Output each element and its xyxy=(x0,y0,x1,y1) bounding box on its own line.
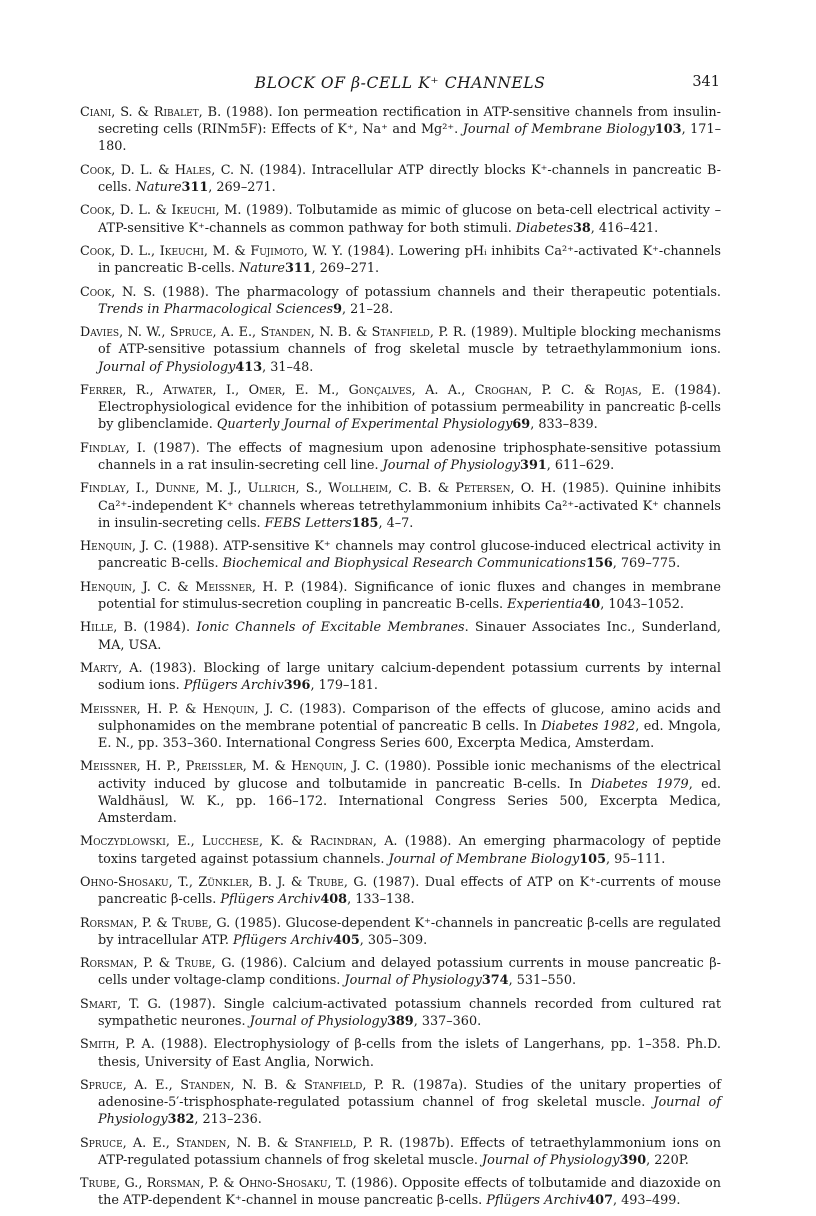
reference-source: Biochemical and Biophysical Research Communications xyxy=(222,556,587,572)
reference-entry xyxy=(80,701,721,753)
reference-authors: Findlay, I. xyxy=(80,440,146,456)
reference-authors: Cook, D. L. & Hales, C. N. xyxy=(80,162,254,178)
reference-volume: 156 xyxy=(586,556,613,572)
reference-entry xyxy=(80,202,721,236)
reference-title: (1985). Quinine inhibits Ca²⁺-independent K⁺ channels whereas tetrethylammonium inhibits Ca²⁺-activated K⁺ channels in insulin-secreting cells. xyxy=(98,481,721,531)
reference-pages: , 531–550. xyxy=(508,973,577,989)
running-title: BLOCK OF β-CELL K⁺ CHANNELS xyxy=(254,74,546,92)
reference-authors: Rorsman, P. & Trube, G. xyxy=(80,915,231,931)
reference-title: (1980). Possible ionic mechanisms of the electrical activity induced by glucose and tolbutamide in pancreatic B-cells. In xyxy=(98,759,722,792)
reference-authors: Rorsman, P. & Trube, G. xyxy=(80,956,236,972)
reference-authors: Spruce, A. E., Standen, N. B. & Stanfield, P. R. xyxy=(80,1135,393,1151)
reference-title: (1986). Opposite effects of tolbutamide and diazoxide on the ATP-dependent K⁺-channel in mouse pancreatic β-cells. xyxy=(98,1176,721,1209)
reference-volume: 69 xyxy=(512,417,531,433)
page-number: 341 xyxy=(692,74,720,90)
reference-volume: 103 xyxy=(654,122,682,138)
reference-pages: , 21–28. xyxy=(342,301,394,317)
reference-source: Journal of Physiology xyxy=(344,973,482,989)
reference-volume: 391 xyxy=(520,457,547,473)
reference-pages: , 416–421. xyxy=(590,220,659,236)
reference-title: (1987). Dual effects of ATP on K⁺-currents of mouse pancreatic β-cells. xyxy=(98,874,721,908)
reference-volume: 105 xyxy=(579,851,606,867)
reference-title: (1984). Electrophysiological evidence for the inhibition of potassium permeability in pancreatic β-cells by glibenclamide. xyxy=(98,382,721,433)
reference-volume: 9 xyxy=(333,301,343,317)
reference-entry xyxy=(80,915,721,949)
reference-pages: , 31–48. xyxy=(262,359,314,375)
reference-title: (1987). The effects of magnesium upon adenosine triphosphate-sensitive potassium channels in a rat insulin-secreting cell line. xyxy=(98,440,721,473)
reference-title: (1984). Significance of ionic fluxes and changes in membrane potential for stimulus-secretion coupling in pancreatic B-cells. xyxy=(98,579,721,612)
reference-authors: Cook, N. S. xyxy=(80,284,156,300)
reference-source: Journal of Physiology xyxy=(249,1013,387,1029)
reference-entry xyxy=(80,284,721,318)
reference-authors: Ohno-Shosaku, T., Zünkler, B. J. & Trube, G. xyxy=(80,874,368,890)
reference-volume: 40 xyxy=(582,596,601,612)
reference-pages: , 95–111. xyxy=(605,851,666,867)
reference-source: Pflügers Archiv xyxy=(233,932,334,948)
reference-title: (1988). An emerging pharmacology of peptide toxins targeted against potassium channels. xyxy=(98,834,721,867)
reference-pages: , 269–271. xyxy=(311,261,380,277)
reference-authors: Trube, G., Rorsman, P. & Ohno-Shosaku, T. xyxy=(80,1176,347,1192)
reference-authors: Henquin, J. C. xyxy=(80,539,168,555)
reference-volume: 389 xyxy=(386,1013,414,1029)
reference-source: Nature xyxy=(135,180,182,195)
reference-title: (1984). xyxy=(137,620,197,636)
reference-pages: , 179–181. xyxy=(310,678,378,694)
reference-title: (1988). Ion permeation rectification in ATP-sensitive channels from insulin-secreting cells (RINm5F): Effects of K⁺, Na⁺ and Mg²⁺. xyxy=(98,105,721,138)
running-header xyxy=(80,74,720,98)
reference-entry xyxy=(80,996,721,1030)
reference-title: (1983). Comparison of the effects of glucose, amino acids and sulphonamides on the membrane potential of pancreatic B cells. In xyxy=(98,701,721,734)
reference-volume: 382 xyxy=(167,1112,195,1128)
reference-title: (1985). Glucose-dependent K⁺-channels in pancreatic β-cells are regulated by intracellular ATP. xyxy=(98,915,721,948)
reference-pages: , 133–138. xyxy=(347,892,415,908)
reference-entry xyxy=(80,538,721,572)
reference-volume: 390 xyxy=(619,1152,647,1168)
reference-list xyxy=(80,104,721,1216)
reference-authors: Ferrer, R., Atwater, I., Omer, E. M., Gonçalves, A. A., Croghan, P. C. & Rojas, E. xyxy=(80,382,665,398)
reference-volume: 407 xyxy=(586,1193,613,1209)
reference-authors: Hille, B. xyxy=(80,620,138,636)
reference-authors: Cook, D. L. & Ikeuchi, M. xyxy=(80,203,242,219)
reference-source: Diabetes 1979 xyxy=(590,776,689,792)
reference-title: (1988). The pharmacology of potassium channels and their therapeutic potentials. xyxy=(155,284,721,300)
reference-pages: , 4–7. xyxy=(378,515,414,531)
reference-volume: 396 xyxy=(283,678,311,694)
reference-pages: , 611–629. xyxy=(546,457,615,473)
reference-source: Journal of Physiology xyxy=(98,359,236,375)
reference-authors: Ciani, S. & Ribalet, B. xyxy=(80,105,222,120)
reference-volume: 374 xyxy=(481,973,509,989)
reference-title: (1983). Blocking of large unitary calcium-dependent potassium currents by internal sodium ions. xyxy=(98,660,721,694)
reference-volume: 185 xyxy=(351,515,379,531)
reference-pages: , ed. Waldhäusl, W. K., pp. 166–172. International Congress Series 500, Excerpta Medica, Amsterdam. xyxy=(98,776,722,826)
reference-source: Journal of Physiology xyxy=(482,1152,620,1168)
reference-source: Journal of Physiology xyxy=(98,1095,722,1128)
reference-authors: Cook, D. L., Ikeuchi, M. & Fujimoto, W. Y. xyxy=(80,243,343,259)
reference-entry xyxy=(80,243,721,277)
reference-title: (1987b). Effects of tetraethylammonium ions on ATP-regulated potassium channels of frog skeletal muscle. xyxy=(98,1135,721,1168)
reference-pages: , 213–236. xyxy=(194,1112,262,1128)
reference-pages: , 493–499. xyxy=(613,1193,681,1209)
reference-source: Pflügers Archiv xyxy=(220,892,321,908)
reference-source: Trends in Pharmacological Sciences xyxy=(98,301,334,317)
reference-authors: Meissner, H. P., Preissler, M. & Henquin, J. C. xyxy=(80,759,380,775)
reference-entry xyxy=(80,955,721,989)
reference-pages: , ed. Mngola, E. N., pp. 353–360. International Congress Series 600, Excerpta Medica, Amsterdam. xyxy=(98,718,721,751)
reference-pages: , 220P. xyxy=(646,1152,689,1168)
reference-entry xyxy=(80,579,721,613)
reference-entry xyxy=(80,758,721,827)
reference-authors: Davies, N. W., Spruce, A. E., Standen, N. B. & Stanfield, P. R. xyxy=(80,325,467,341)
reference-pages: , 269–271. xyxy=(208,180,276,195)
reference-pages: , 305–309. xyxy=(359,932,428,948)
reference-title: (1988). ATP-sensitive K⁺ channels may control glucose-induced electrical activity in pancreatic B-cells. xyxy=(98,539,721,572)
reference-source: Quarterly Journal of Experimental Physiology xyxy=(216,417,513,433)
reference-title: (1987). Single calcium-activated potassium channels recorded from cultured rat sympathetic neurones. xyxy=(98,996,721,1029)
reference-source: Journal of Physiology xyxy=(382,457,521,473)
reference-authors: Findlay, I., Dunne, M. J., Ullrich, S., Wollheim, C. B. & Petersen, O. H. xyxy=(80,481,557,497)
reference-source: Diabetes xyxy=(515,220,573,236)
reference-entry xyxy=(80,104,721,156)
reference-entry xyxy=(80,382,721,434)
reference-title: (1989). Tolbutamide as mimic of glucose on beta-cell electrical activity – ATP-sensitive K⁺-channels as common pathway for both stimuli. xyxy=(98,203,721,236)
reference-entry xyxy=(80,1077,721,1129)
reference-source: Journal of Membrane Biology xyxy=(388,851,580,867)
reference-title: (1989). Multiple blocking mechanisms of ATP-sensitive potassium channels of frog skeletal muscle by tetraethylammonium ions. xyxy=(98,325,722,358)
reference-volume: 405 xyxy=(333,932,360,948)
reference-pages: , 337–360. xyxy=(413,1013,482,1029)
reference-authors: Moczydlowski, E., Lucchese, K. & Racindran, A. xyxy=(80,834,398,850)
reference-source: Ionic Channels of Excitable Membranes xyxy=(196,620,465,636)
reference-authors: Smith, P. A. xyxy=(80,1037,155,1053)
reference-title: (1987a). Studies of the unitary properties of adenosine-5′-trisphosphate-regulated potassium channel of frog skeletal muscle. xyxy=(98,1077,721,1111)
reference-authors: Marty, A. xyxy=(80,660,143,676)
reference-source: Journal of Membrane Biology xyxy=(462,122,655,138)
reference-volume: 311 xyxy=(284,261,312,277)
reference-volume: 408 xyxy=(320,892,348,908)
reference-authors: Spruce, A. E., Standen, N. B. & Stanfield, P. R. xyxy=(80,1077,406,1093)
reference-entry xyxy=(80,619,721,653)
reference-entry xyxy=(80,162,721,196)
reference-title: (1984). Lowering pHᵢ inhibits Ca²⁺-activated K⁺-channels in pancreatic B-cells. xyxy=(98,243,721,277)
reference-title: (1986). Calcium and delayed potassium currents in mouse pancreatic β-cells under voltage-clamp conditions. xyxy=(98,956,721,989)
reference-source: FEBS Letters xyxy=(264,515,352,531)
reference-entry xyxy=(80,1135,721,1169)
reference-pages: , 769–775. xyxy=(612,556,681,572)
reference-entry xyxy=(80,874,721,908)
reference-entry xyxy=(80,324,721,376)
reference-source: Diabetes 1982 xyxy=(541,718,636,734)
reference-authors: Henquin, J. C. & Meissner, H. P. xyxy=(80,579,295,595)
reference-pages: , 1043–1052. xyxy=(600,596,684,612)
reference-pages: , 833–839. xyxy=(530,417,598,433)
reference-volume: 38 xyxy=(572,220,591,236)
reference-entry xyxy=(80,660,721,694)
reference-entry xyxy=(80,1175,721,1209)
reference-source: Experientia xyxy=(507,596,583,612)
reference-volume: 311 xyxy=(181,180,209,195)
reference-title: (1984). Intracellular ATP directly blocks K⁺-channels in pancreatic B-cells. xyxy=(98,162,721,195)
reference-entry xyxy=(80,480,721,532)
reference-authors: Smart, T. G. xyxy=(80,996,162,1012)
reference-title: (1988). Electrophysiology of β-cells from the islets of Langerhans, pp. 1–358. Ph.D. thesis, University of East Anglia, Norwich. xyxy=(98,1037,721,1070)
reference-pages: , 171–180. xyxy=(98,122,721,155)
reference-authors: Meissner, H. P. & Henquin, J. C. xyxy=(80,701,293,717)
reference-source: Nature xyxy=(239,261,285,277)
reference-volume: 413 xyxy=(235,359,263,375)
reference-source: Pflügers Archiv xyxy=(486,1193,587,1209)
reference-entry xyxy=(80,440,721,474)
reference-entry xyxy=(80,833,721,867)
reference-source: Pflügers Archiv xyxy=(183,678,284,694)
reference-pages: . Sinauer Associates Inc., Sunderland, MA, USA. xyxy=(98,620,721,653)
reference-entry xyxy=(80,1036,721,1070)
